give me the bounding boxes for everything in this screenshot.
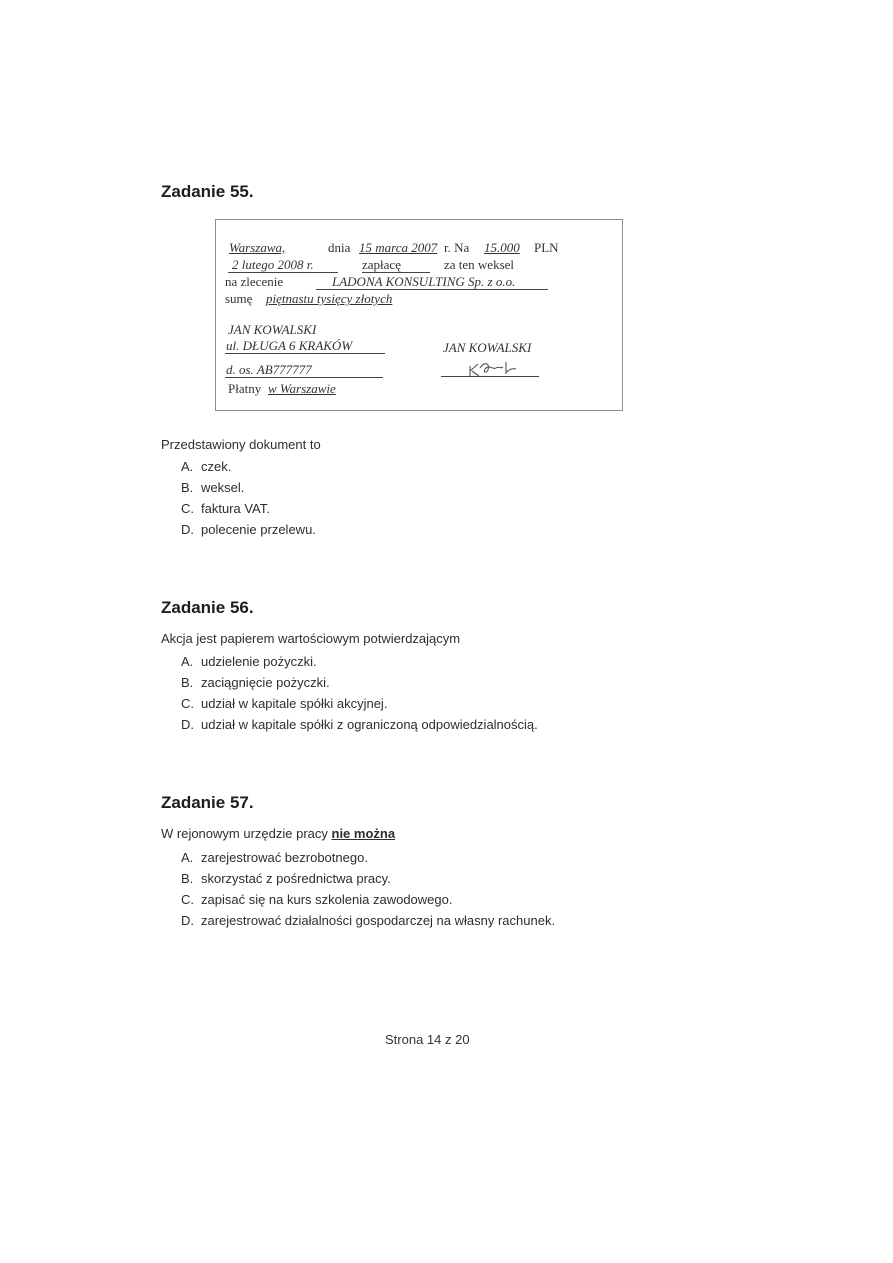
zadanie-55-option-a[interactable] bbox=[181, 459, 231, 474]
zadanie-55-option-d[interactable] bbox=[181, 522, 316, 537]
weksel-zaplace: zapłacę bbox=[362, 257, 401, 272]
option-letter: C. bbox=[181, 696, 194, 711]
option-text: zarejestrować działalności gospodarczej na własny rachunek. bbox=[201, 913, 556, 928]
option-letter: C. bbox=[181, 501, 194, 516]
weksel-currency: PLN bbox=[534, 240, 559, 255]
weksel-place: Warszawa, bbox=[229, 240, 286, 255]
zadanie-57-option-d[interactable] bbox=[181, 913, 555, 928]
weksel-due-date-line bbox=[228, 272, 338, 273]
weksel-issuer-name: JAN KOWALSKI bbox=[228, 322, 317, 337]
weksel-payee: LADONA KONSULTING Sp. z o.o. bbox=[332, 274, 516, 289]
option-text: weksel. bbox=[201, 480, 245, 495]
weksel-issuer-address: ul. DŁUGA 6 KRAKÓW bbox=[226, 338, 353, 353]
option-text: polecenie przelewu. bbox=[201, 522, 316, 537]
option-letter: C. bbox=[181, 892, 194, 907]
zadanie-57-option-b[interactable] bbox=[181, 871, 391, 886]
weksel-dnia-label: dnia bbox=[328, 240, 351, 255]
option-letter: A. bbox=[181, 459, 194, 474]
option-letter: D. bbox=[181, 913, 194, 928]
weksel-sume-label: sumę bbox=[225, 291, 253, 306]
option-letter: A. bbox=[181, 654, 194, 669]
weksel-zaplace-line bbox=[362, 272, 430, 273]
option-letter: B. bbox=[181, 480, 194, 495]
option-letter: B. bbox=[181, 675, 194, 690]
option-letter: D. bbox=[181, 522, 194, 537]
zadanie-55-question: Przedstawiony dokument to bbox=[161, 437, 321, 452]
weksel-na-label: r. Na bbox=[444, 240, 470, 255]
question-prefix: W rejonowym urzędzie pracy bbox=[161, 826, 332, 841]
option-text: zaciągnięcie pożyczki. bbox=[201, 675, 330, 690]
zadanie-57-option-c[interactable] bbox=[181, 892, 452, 907]
zadanie-56-heading: Zadanie 56. bbox=[161, 598, 254, 617]
weksel-due-date: 2 lutego 2008 r. bbox=[232, 257, 314, 272]
weksel-platny-place: w Warszawie bbox=[268, 381, 336, 396]
weksel-address-line bbox=[225, 353, 385, 354]
weksel-platny-label: Płatny bbox=[228, 381, 262, 396]
option-text: udzielenie pożyczki. bbox=[201, 654, 317, 669]
weksel-amount: 15.000 bbox=[484, 240, 520, 255]
weksel-payee-line bbox=[316, 289, 548, 290]
zadanie-56-option-d[interactable] bbox=[181, 717, 538, 732]
option-text: zapisać się na kurs szkolenia zawodowego. bbox=[201, 892, 453, 907]
weksel-signature-name: JAN KOWALSKI bbox=[443, 340, 532, 355]
zadanie-57-heading: Zadanie 57. bbox=[161, 793, 254, 812]
zadanie-57-option-a[interactable] bbox=[181, 850, 368, 865]
weksel-issue-date: 15 marca 2007 bbox=[359, 240, 438, 255]
zadanie-55-heading: Zadanie 55. bbox=[161, 182, 254, 201]
weksel-signature-line bbox=[441, 376, 539, 377]
weksel-amount-words: piętnastu tysięcy złotych bbox=[266, 291, 393, 306]
option-text: skorzystać z pośrednictwa pracy. bbox=[201, 871, 391, 886]
option-text: czek. bbox=[201, 459, 232, 474]
weksel-id-doc: d. os. AB777777 bbox=[226, 362, 312, 377]
option-text: udział w kapitale spółki akcyjnej. bbox=[201, 696, 388, 711]
option-letter: D. bbox=[181, 717, 194, 732]
weksel-za-ten-weksel: za ten weksel bbox=[444, 257, 515, 272]
zadanie-56-option-c[interactable] bbox=[181, 696, 387, 711]
zadanie-56-question: Akcja jest papierem wartościowym potwierdzającym bbox=[161, 631, 461, 646]
zadanie-56-option-b[interactable] bbox=[181, 675, 330, 690]
option-text: faktura VAT. bbox=[201, 501, 270, 516]
zadanie-55-option-c[interactable] bbox=[181, 501, 270, 516]
zadanie-56-option-a[interactable] bbox=[181, 654, 317, 669]
page-number: Strona 14 z 20 bbox=[385, 1032, 470, 1047]
weksel-na-zlecenie: na zlecenie bbox=[225, 274, 284, 289]
zadanie-55-option-b[interactable] bbox=[181, 480, 244, 495]
option-letter: B. bbox=[181, 871, 194, 886]
option-text: udział w kapitale spółki z ograniczoną odpowiedzialnością. bbox=[201, 717, 538, 732]
question-emphasis: nie można bbox=[331, 826, 396, 841]
weksel-document bbox=[215, 219, 623, 411]
option-text: zarejestrować bezrobotnego. bbox=[201, 850, 368, 865]
option-letter: A. bbox=[181, 850, 194, 865]
zadanie-57-question bbox=[161, 826, 395, 841]
weksel-id-line bbox=[225, 377, 383, 378]
